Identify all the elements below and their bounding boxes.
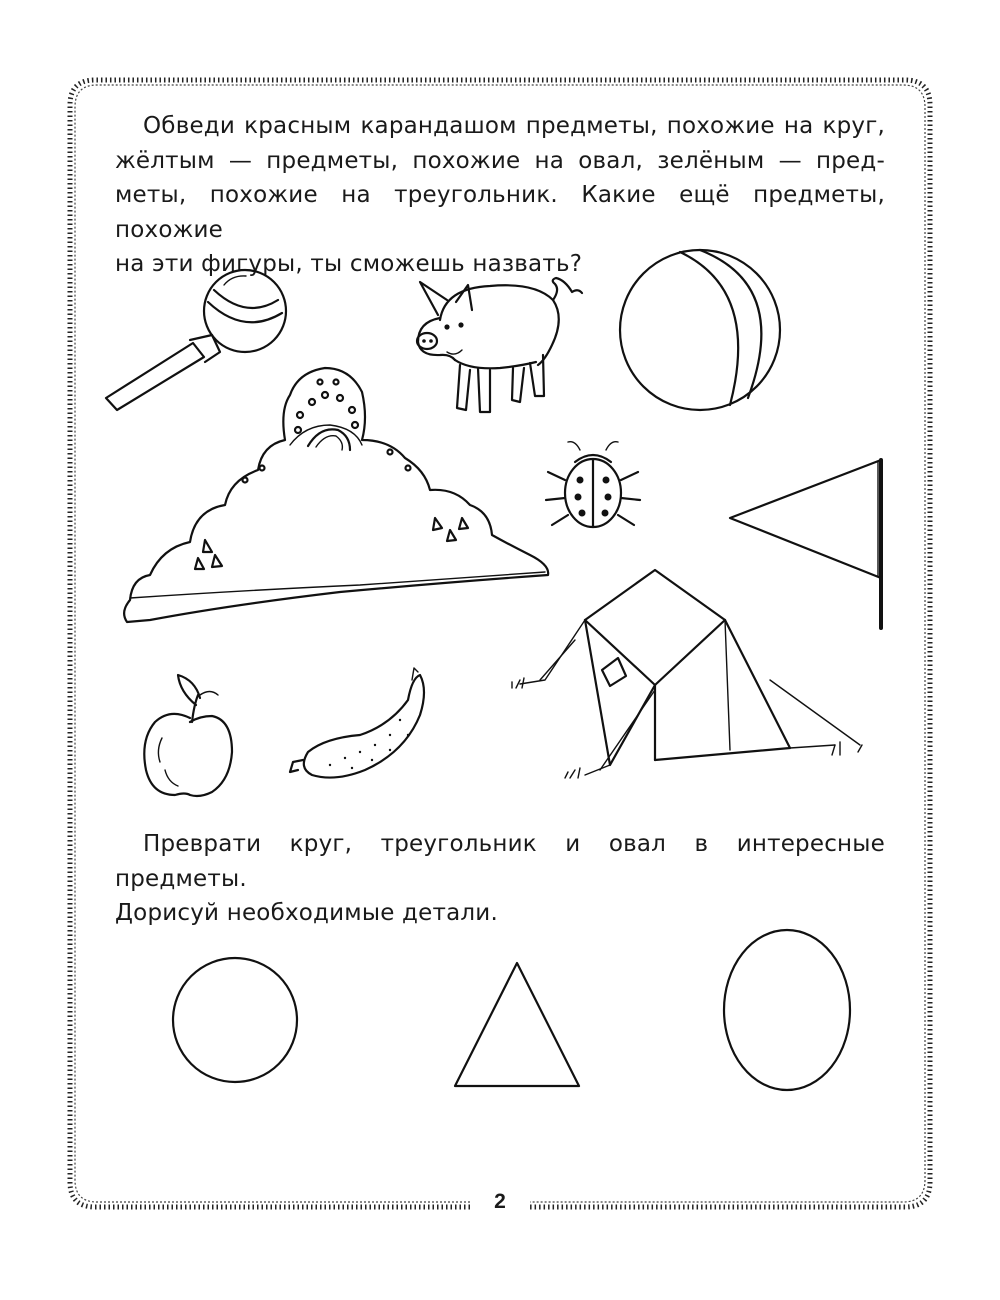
task-2-line-1: Преврати круг, треугольник и овал в интересные предметы. — [115, 831, 885, 892]
oval-shape — [724, 930, 850, 1090]
task-1-line-3: меты, похожие на треугольник. Какие ещё предметы, похожие — [115, 182, 885, 243]
task-1-line-4: на эти фигуры, ты сможешь назвать? — [115, 251, 583, 277]
page-number: 2 — [470, 1190, 530, 1214]
task-1-line-1: Обведи красным карандашом предметы, похожие на круг, — [143, 113, 885, 139]
task-2-line-2: Дорисуй необходимые детали. — [115, 900, 498, 926]
task-1-line-2: жёлтым — предметы, похожие на овал, зелёным — пред- — [115, 147, 885, 174]
triangle-shape — [455, 963, 579, 1086]
circle-shape — [173, 958, 297, 1082]
